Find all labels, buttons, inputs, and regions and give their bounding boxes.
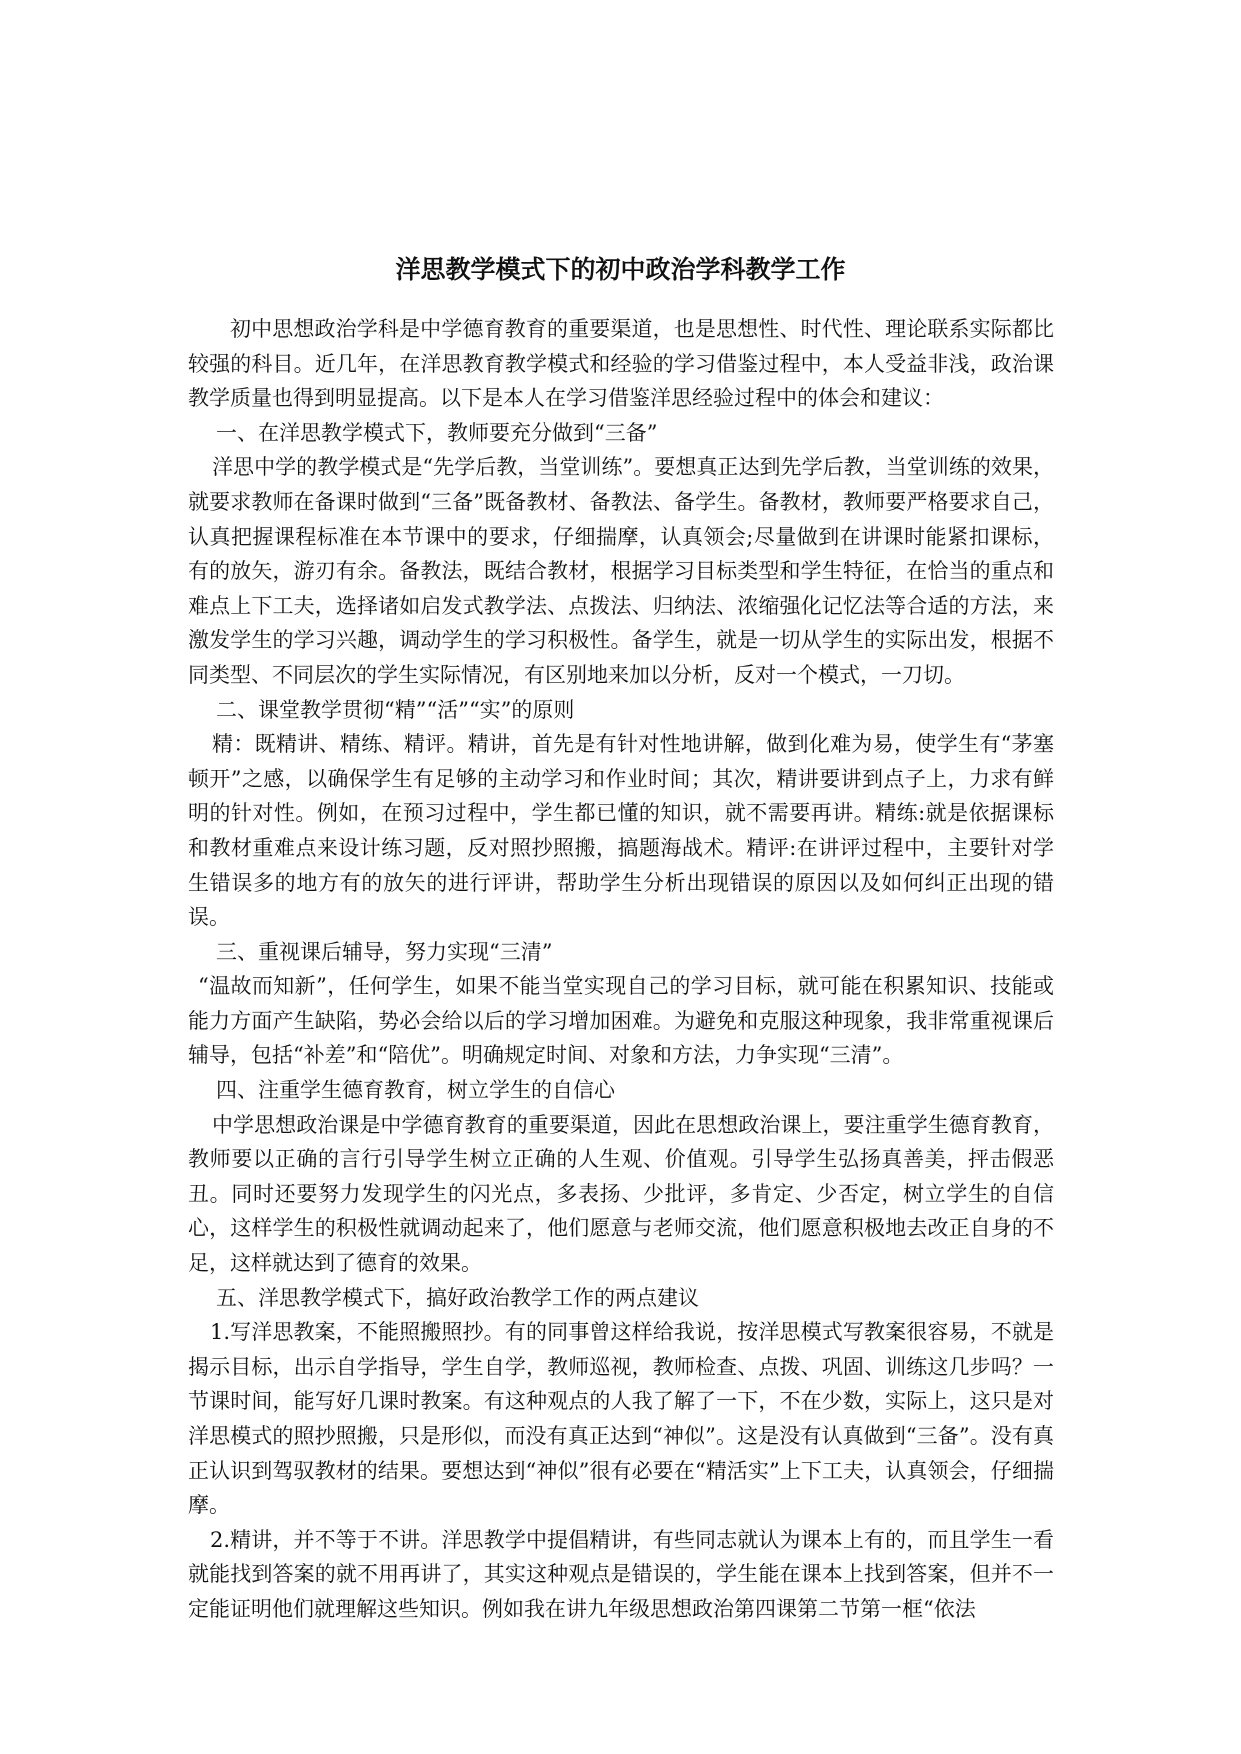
section-heading: 五、洋思教学模式下，搞好政治教学工作的两点建议 [216, 1285, 699, 1310]
paragraph: “温故而知新”，任何学生，如果不能当堂实现自己的学习目标，就可能在积累知识、技能或能力方面产生缺陷，势必会给以后的学习增加困难。为避免和克服这种现象，我非常重视课后辅导，包括“补差”和“陪优”。明确规定时间、对象和方法，力争实现“三清”。 [188, 974, 1054, 1068]
paragraph: 1.写洋思教案，不能照搬照抄。有的同事曾这样给我说，按洋思模式写教案很容易，不就是揭示目标，出示自学指导，学生自学，教师巡视，教师检查、点拨、巩固、训练这几步吗？一节课时间，能写好几课时教案。有这种观点的人我了解了一下，不在少数，实际上，这只是对洋思模式的照抄照搬，只是形似，而没有真正达到“神似”。这是没有认真做到“三备”。没有真正认识到驾驭教材的结果。要想达到“神似”很有必要在“精活实”上下工夫，认真领会，仔细揣摩。 [188, 1320, 1054, 1518]
document-title: 洋思教学模式下的初中政治学科教学工作 [395, 255, 846, 284]
section-heading: 二、课堂教学贯彻“精”“活”“实”的原则 [216, 697, 575, 722]
paragraph: 洋思中学的教学模式是“先学后教，当堂训练”。要想真正达到先学后教，当堂训练的效果，就要求教师在备课时做到“三备”既备教材、备教法、备学生。备教材，教师要严格要求自己，认真把握课程标准在本节课中的要求，仔细揣摩，认真领会;尽量做到在讲课时能紧扣课标，有的放矢，游刃有余。备教法，既结合教材，根据学习目标类型和学生特征，在恰当的重点和难点上下工夫，选择诸如启发式教学法、点拨法、归纳法、浓缩强化记忆法等合适的方法，来激发学生的学习兴趣，调动学生的学习积极性。备学生，就是一切从学生的实际出发，根据不同类型、不同层次的学生实际情况，有区别地来加以分析，反对一个模式，一刀切。 [188, 455, 1054, 687]
section-heading: 三、重视课后辅导，努力实现“三清” [216, 939, 553, 964]
paragraph: 中学思想政治课是中学德育教育的重要渠道，因此在思想政治课上，要注重学生德育教育，教师要以正确的言行引导学生树立正确的人生观、价值观。引导学生弘扬真善美，抨击假恶丑。同时还要努力发现学生的闪光点，多表扬、少批评，多肯定、少否定，树立学生的自信心，这样学生的积极性就调动起来了，他们愿意与老师交流，他们愿意积极地去改正自身的不足，这样就达到了德育的效果。 [188, 1112, 1054, 1276]
section-heading: 四、注重学生德育教育，树立学生的自信心 [216, 1078, 615, 1103]
document-body [188, 312, 1054, 1627]
paragraph: 初中思想政治学科是中学德育教育的重要渠道，也是思想性、时代性、理论联系实际都比较强的科目。近几年，在洋思教育教学模式和经验的学习借鉴过程中，本人受益非浅，政治课教学质量也得到明显提高。以下是本人在学习借鉴洋思经验过程中的体会和建议： [188, 317, 1054, 411]
paragraph: 2.精讲，并不等于不讲。洋思教学中提倡精讲，有些同志就认为课本上有的，而且学生一看就能找到答案的就不用再讲了，其实这种观点是错误的，学生能在课本上找到答案，但并不一定能证明他们就理解这些知识。例如我在讲九年级思想政治第四课第二节第一框“依法 [188, 1527, 1054, 1621]
section-heading: 一、在洋思教学模式下，教师要充分做到“三备” [216, 420, 658, 445]
paragraph: 精：既精讲、精练、精评。精讲，首先是有针对性地讲解，做到化难为易，使学生有“茅塞顿开”之感，以确保学生有足够的主动学习和作业时间；其次，精讲要讲到点子上，力求有鲜明的针对性。例如，在预习过程中，学生都已懂的知识，就不需要再讲。精练:就是依据课标和教材重难点来设计练习题，反对照抄照搬，搞题海战术。精评:在讲评过程中，主要针对学生错误多的地方有的放矢的进行评讲，帮助学生分析出现错误的原因以及如何纠正出现的错误。 [188, 732, 1054, 930]
